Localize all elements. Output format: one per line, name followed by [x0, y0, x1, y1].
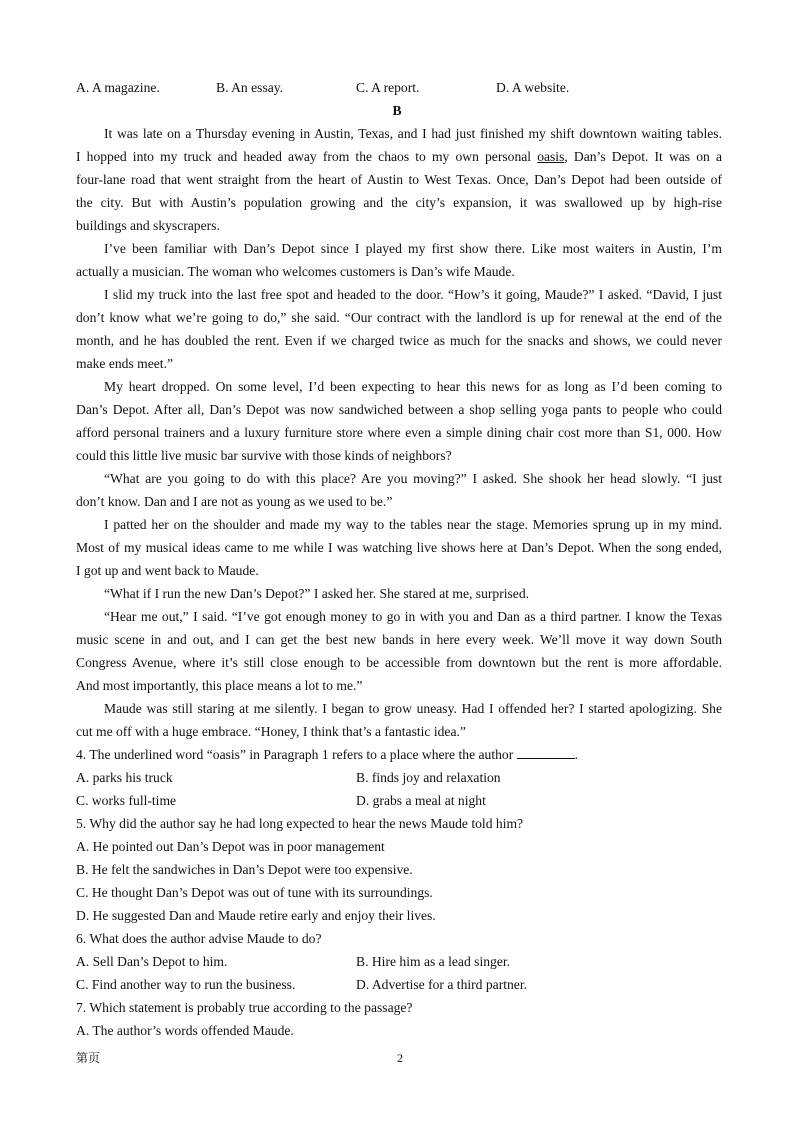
- question-4-stem: [76, 745, 722, 765]
- passage-line: “What are you going to do with this place? Are you moving?” I asked. She shook her head slowly. “I just: [104, 471, 722, 486]
- passage-line: I patted her on the shoulder and made my way to the tables near the stage. Memories sprung up in my mind.: [104, 517, 722, 532]
- passage-line: Congress Avenue, where it’s still close enough to be accessible from downtown but the rent is more affordable.: [76, 655, 722, 670]
- question-6-option-c: C. Find another way to run the business.: [76, 977, 296, 992]
- passage-line: [76, 147, 722, 167]
- footer-label: 第页: [76, 1051, 101, 1065]
- passage-line: four-lane road that went straight from the heart of Austin to West Texas. Once, Dan’s Depot had been outside of: [76, 172, 722, 187]
- answer-blank: [517, 746, 575, 759]
- passage-line: actually a musician. The woman who welcomes customers is Dan’s wife Maude.: [76, 264, 515, 279]
- passage-line: My heart dropped. On some level, I’d been expecting to hear this news for as long as I’d been coming to: [104, 379, 722, 394]
- passage-line: Most of my musical ideas came to me while I was watching live shows here at Dan’s Depot. When the song ended,: [76, 540, 722, 555]
- question-4-text: 4. The underlined word “oasis” in Paragraph 1 refers to a place where the author: [76, 747, 514, 762]
- question-5-stem: 5. Why did the author say he had long expected to hear the news Maude told him?: [76, 816, 524, 831]
- question-5-option-d: D. He suggested Dan and Maude retire early and enjoy their lives.: [76, 908, 436, 923]
- question-5-option-b: B. He felt the sandwiches in Dan’s Depot were too expensive.: [76, 862, 413, 877]
- question-4-period: .: [574, 747, 579, 762]
- passage-line: afford personal trainers and a luxury furniture store where even a simple dining chair cost more than S1, 000. How: [76, 425, 722, 440]
- passage-line: could this little live music bar survive with those kinds of neighbors?: [76, 448, 452, 463]
- question-6-option-d: D. Advertise for a third partner.: [356, 977, 528, 992]
- passage-text: I hopped into my truck and headed away from the chaos to my own personal: [76, 149, 538, 164]
- passage-line: buildings and skyscrapers.: [76, 218, 220, 233]
- question-6-option-a: A. Sell Dan’s Depot to him.: [76, 954, 228, 969]
- question-4-option-a: A. parks his truck: [76, 770, 173, 785]
- passage-line: the city. But with Austin’s population growing and the city’s expansion, it was swallowed up by high-rise: [76, 195, 722, 210]
- question-5-option-a: A. He pointed out Dan’s Depot was in poor management: [76, 839, 385, 854]
- passage-line: don’t know what we’re going to do,” she said. “Our contract with the landlord is up for renewal at the end of the: [76, 310, 722, 325]
- passage-line: make ends meet.”: [76, 356, 174, 371]
- passage-line: I got up and went back to Maude.: [76, 563, 259, 578]
- passage-line: month, and he has doubled the rent. Even if we charged twice as much for the snacks and shows, we could never: [76, 333, 722, 348]
- passage-line: I’ve been familiar with Dan’s Depot since I played my first show there. Like most waiters in Austin, I’m: [104, 241, 722, 256]
- passage-line: Maude was still staring at me silently. I began to grow uneasy. Had I offended her? I started apologizing. She: [104, 701, 722, 716]
- underlined-word-oasis: oasis: [537, 149, 565, 164]
- passage-line: It was late on a Thursday evening in Austin, Texas, and I had just finished my shift downtown waiting tables.: [104, 126, 722, 141]
- passage-line: music scene in and out, and I can get the best new bands in here every week. We’ll move it way down South: [76, 632, 722, 647]
- prev-option-d: D. A website.: [496, 80, 570, 95]
- passage-line: don’t know. Dan and I are not as young as we used to be.”: [76, 494, 393, 509]
- passage-text: , Dan’s Depot. It was on a: [564, 149, 722, 164]
- passage-line: “Hear me out,” I said. “I’ve got enough money to go in with you and Dan as a third partner. I know the Texas: [104, 609, 722, 624]
- passage-line: “What if I run the new Dan’s Depot?” I asked her. She stared at me, surprised.: [104, 586, 530, 601]
- section-heading: B: [392, 103, 402, 118]
- prev-option-b: B. An essay.: [216, 80, 284, 95]
- prev-option-c: C. A report.: [356, 80, 420, 95]
- page-number: 2: [397, 1051, 403, 1065]
- question-7-stem: 7. Which statement is probably true according to the passage?: [76, 1000, 413, 1015]
- question-4-option-d: D. grabs a meal at night: [356, 793, 486, 808]
- question-4-option-c: C. works full-time: [76, 793, 177, 808]
- prev-option-a: A. A magazine.: [76, 80, 160, 95]
- passage-line: I slid my truck into the last free spot and headed to the door. “How’s it going, Maude?” I asked. “David, I just: [104, 287, 722, 302]
- question-7-option-a: A. The author’s words offended Maude.: [76, 1023, 294, 1038]
- question-6-stem: 6. What does the author advise Maude to do?: [76, 931, 322, 946]
- passage-line: And most importantly, this place means a lot to me.”: [76, 678, 363, 693]
- question-5-option-c: C. He thought Dan’s Depot was out of tune with its surroundings.: [76, 885, 433, 900]
- passage-line: cut me off with a huge embrace. “Honey, I think that’s a fantastic idea.”: [76, 724, 466, 739]
- passage-line: Dan’s Depot. After all, Dan’s Depot was now sandwiched between a shop selling yoga pants to people who could: [76, 402, 722, 417]
- question-6-option-b: B. Hire him as a lead singer.: [356, 954, 511, 969]
- question-4-option-b: B. finds joy and relaxation: [356, 770, 501, 785]
